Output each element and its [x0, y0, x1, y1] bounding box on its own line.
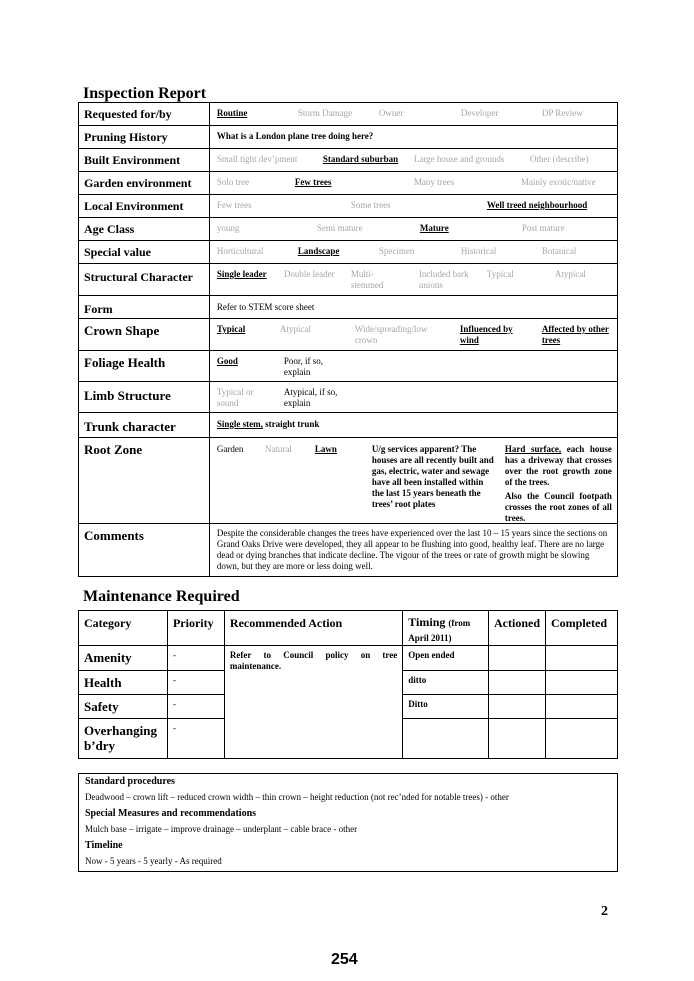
- option-atypical-limb: Atypical, if so, explain: [283, 387, 338, 408]
- category-overhanging: Overhanging b’dry: [79, 719, 168, 759]
- option-small-tight: Small tight dev’pment: [216, 154, 298, 164]
- hard-surface-rest: each house has a driveway that crosses over the root growth zone of the trees.: [504, 444, 612, 487]
- row-crown: [79, 319, 618, 351]
- option-affected-by-trees: Affected by other trees: [541, 324, 609, 345]
- option-many-trees: Many trees: [413, 177, 455, 187]
- actioned-amenity[interactable]: [489, 646, 546, 671]
- option-single-stem: Single stem,: [216, 419, 263, 429]
- maintenance-header-row: [79, 611, 618, 646]
- timing-health: ditto: [403, 671, 489, 695]
- actioned-overhanging[interactable]: [489, 719, 546, 759]
- label-local: Local Environment: [79, 195, 210, 218]
- option-good: Good: [216, 356, 238, 366]
- option-single-leader: Single leader: [216, 269, 267, 279]
- label-structural: Structural Character: [79, 264, 210, 296]
- category-amenity: Amenity: [79, 646, 168, 671]
- option-routine: Routine: [216, 108, 248, 118]
- timeline-text: Now - 5 years - 5 yearly - As required: [85, 856, 222, 866]
- option-landscape: Landscape: [297, 246, 340, 256]
- row-requested: [79, 103, 618, 126]
- option-few-trees: Few trees: [294, 177, 332, 187]
- standard-procedures-title: Standard procedures: [85, 776, 175, 787]
- label-pruning: Pruning History: [79, 126, 210, 149]
- row-local: [79, 195, 618, 218]
- label-form: Form: [79, 296, 210, 319]
- label-trunk: Trunk character: [79, 413, 210, 438]
- standard-procedures-text: Deadwood – crown lift – reduced crown width – thin crown – height reduction (not rec’nded for notable trees) - other: [85, 792, 509, 802]
- option-double-leader: Double leader: [283, 269, 335, 279]
- comments-text: Despite the considerable changes the trees have experienced over the last 10 – 15 years since the sections on Grand Oaks Drive were developed, they all appear to be flushing into good, healthy leaf. There are no large dead or dying branches that indicate decline. The vigour of the trees or rate of growth might be slowing down, but they are more or less doing well.: [216, 528, 608, 571]
- priority-amenity: -: [167, 646, 224, 671]
- row-garden: [79, 172, 618, 195]
- option-few-trees-local: Few trees: [216, 200, 252, 210]
- row-built: [79, 149, 618, 172]
- label-limb: Limb Structure: [79, 382, 210, 413]
- option-natural: Natural: [264, 444, 292, 454]
- completed-amenity[interactable]: [546, 646, 618, 671]
- option-mature: Mature: [419, 223, 449, 233]
- option-botanical: Botanical: [541, 246, 577, 256]
- timing-amenity: Open ended: [403, 646, 489, 671]
- option-atypical-crown: Atypical: [279, 324, 311, 334]
- row-trunk: [79, 413, 618, 438]
- row-limb: [79, 382, 618, 413]
- trunk-rest: straight trunk: [262, 419, 320, 429]
- timing-overhanging: [403, 719, 489, 759]
- option-mainly-exotic: Mainly exotic/native: [520, 177, 596, 187]
- header-action: Recommended Action: [224, 611, 402, 646]
- inspection-table: [78, 102, 618, 577]
- timing-safety: Ditto: [403, 695, 489, 719]
- completed-safety[interactable]: [546, 695, 618, 719]
- footer-page-number: 254: [331, 951, 358, 968]
- header-actioned: Actioned: [489, 611, 546, 646]
- option-influenced-by-wind: Influenced by wind: [459, 324, 513, 345]
- maintenance-title: Maintenance Required: [83, 588, 240, 605]
- option-developer: Developer: [460, 108, 499, 118]
- pruning-text: What is a London plane tree doing here?: [216, 131, 374, 141]
- option-solo-tree: Solo tree: [216, 177, 250, 187]
- row-age: [79, 218, 618, 241]
- trunk-value: [217, 419, 320, 430]
- label-age: Age Class: [79, 218, 210, 241]
- header-timing: [403, 611, 489, 646]
- procedures-box: [78, 773, 618, 872]
- label-root: Root Zone: [79, 438, 210, 524]
- footpath-text: Also the Council footpath crosses the root zones of all trees.: [504, 491, 612, 523]
- option-large-house: Large house and grounds: [413, 154, 505, 164]
- option-historical: Historical: [460, 246, 497, 256]
- priority-safety: -: [167, 695, 224, 719]
- option-poor: Poor, if so, explain: [283, 356, 324, 377]
- row-foliage: [79, 351, 618, 382]
- category-safety: Safety: [79, 695, 168, 719]
- maintenance-row: [79, 646, 618, 671]
- timeline-title: Timeline: [85, 840, 123, 851]
- priority-health: -: [167, 671, 224, 695]
- category-health: Health: [79, 671, 168, 695]
- ug-services-text: U/g services apparent? The houses are all recently built and gas, electric, water and sewage have all been installed within the last 15 years beneath the trees’ root plates: [371, 444, 494, 509]
- form-text: Refer to STEM score sheet: [216, 302, 315, 312]
- row-comments: [79, 524, 618, 577]
- header-timing-note: (from April 2011): [408, 618, 471, 643]
- hard-surface-label: Hard surface,: [504, 444, 562, 454]
- option-included-bark: Included bark unions: [418, 269, 469, 290]
- option-storm-damage: Storm Damage: [297, 108, 353, 118]
- row-structural: [79, 264, 618, 296]
- label-garden: Garden environment: [79, 172, 210, 195]
- option-garden: Garden: [216, 444, 244, 454]
- option-horticultural: Horticultural: [216, 246, 264, 256]
- label-special: Special value: [79, 241, 210, 264]
- hard-surface-text: [505, 444, 612, 488]
- option-owner: Owner: [378, 108, 404, 118]
- label-foliage: Foliage Health: [79, 351, 210, 382]
- option-typical-crown: Typical: [216, 324, 246, 334]
- option-semi-mature: Semi mature: [316, 223, 363, 233]
- maintenance-table: [78, 610, 618, 759]
- special-measures-title: Special Measures and recommendations: [85, 808, 257, 819]
- completed-health[interactable]: [546, 671, 618, 695]
- label-comments: Comments: [79, 524, 210, 577]
- option-lawn: Lawn: [314, 444, 337, 454]
- header-priority: Priority: [167, 611, 224, 646]
- option-young: young: [216, 223, 240, 233]
- row-pruning: [79, 126, 618, 149]
- actioned-safety[interactable]: [489, 695, 546, 719]
- priority-overhanging: -: [167, 719, 224, 759]
- header-category: Category: [79, 611, 168, 646]
- row-root: [79, 438, 618, 524]
- option-specimen: Specimen: [378, 246, 415, 256]
- option-other-describe: Other (describe): [529, 154, 589, 164]
- special-measures-text: Mulch base – irrigate – improve drainage – underplant – cable brace - other: [85, 824, 358, 834]
- page-number: 2: [601, 904, 608, 919]
- option-multi-stemmed: Multi-stemmed: [350, 269, 384, 290]
- option-typical-sound: Typical or sound: [216, 387, 254, 408]
- option-wide-spreading: Wide/spreading/low crown: [354, 324, 428, 345]
- actioned-health[interactable]: [489, 671, 546, 695]
- row-form: [79, 296, 618, 319]
- row-special: [79, 241, 618, 264]
- recommended-action: Refer to Council policy on tree maintenance.: [224, 646, 402, 759]
- option-post-mature: Post mature: [521, 223, 565, 233]
- option-dp-review: DP Review: [541, 108, 583, 118]
- header-timing-label: Timing: [408, 615, 446, 629]
- label-built: Built Environment: [79, 149, 210, 172]
- option-some-trees: Some trees: [350, 200, 391, 210]
- completed-overhanging[interactable]: [546, 719, 618, 759]
- option-standard-suburban: Standard suburban: [322, 154, 399, 164]
- label-crown: Crown Shape: [79, 319, 210, 351]
- report-title: Inspection Report: [83, 85, 207, 102]
- option-atypical-struct: Atypical: [554, 269, 586, 279]
- option-well-treed: Well treed neighbourhood: [486, 200, 588, 210]
- option-typical-struct: Typical: [486, 269, 514, 279]
- label-requested: Requested for/by: [79, 103, 210, 126]
- header-completed: Completed: [546, 611, 618, 646]
